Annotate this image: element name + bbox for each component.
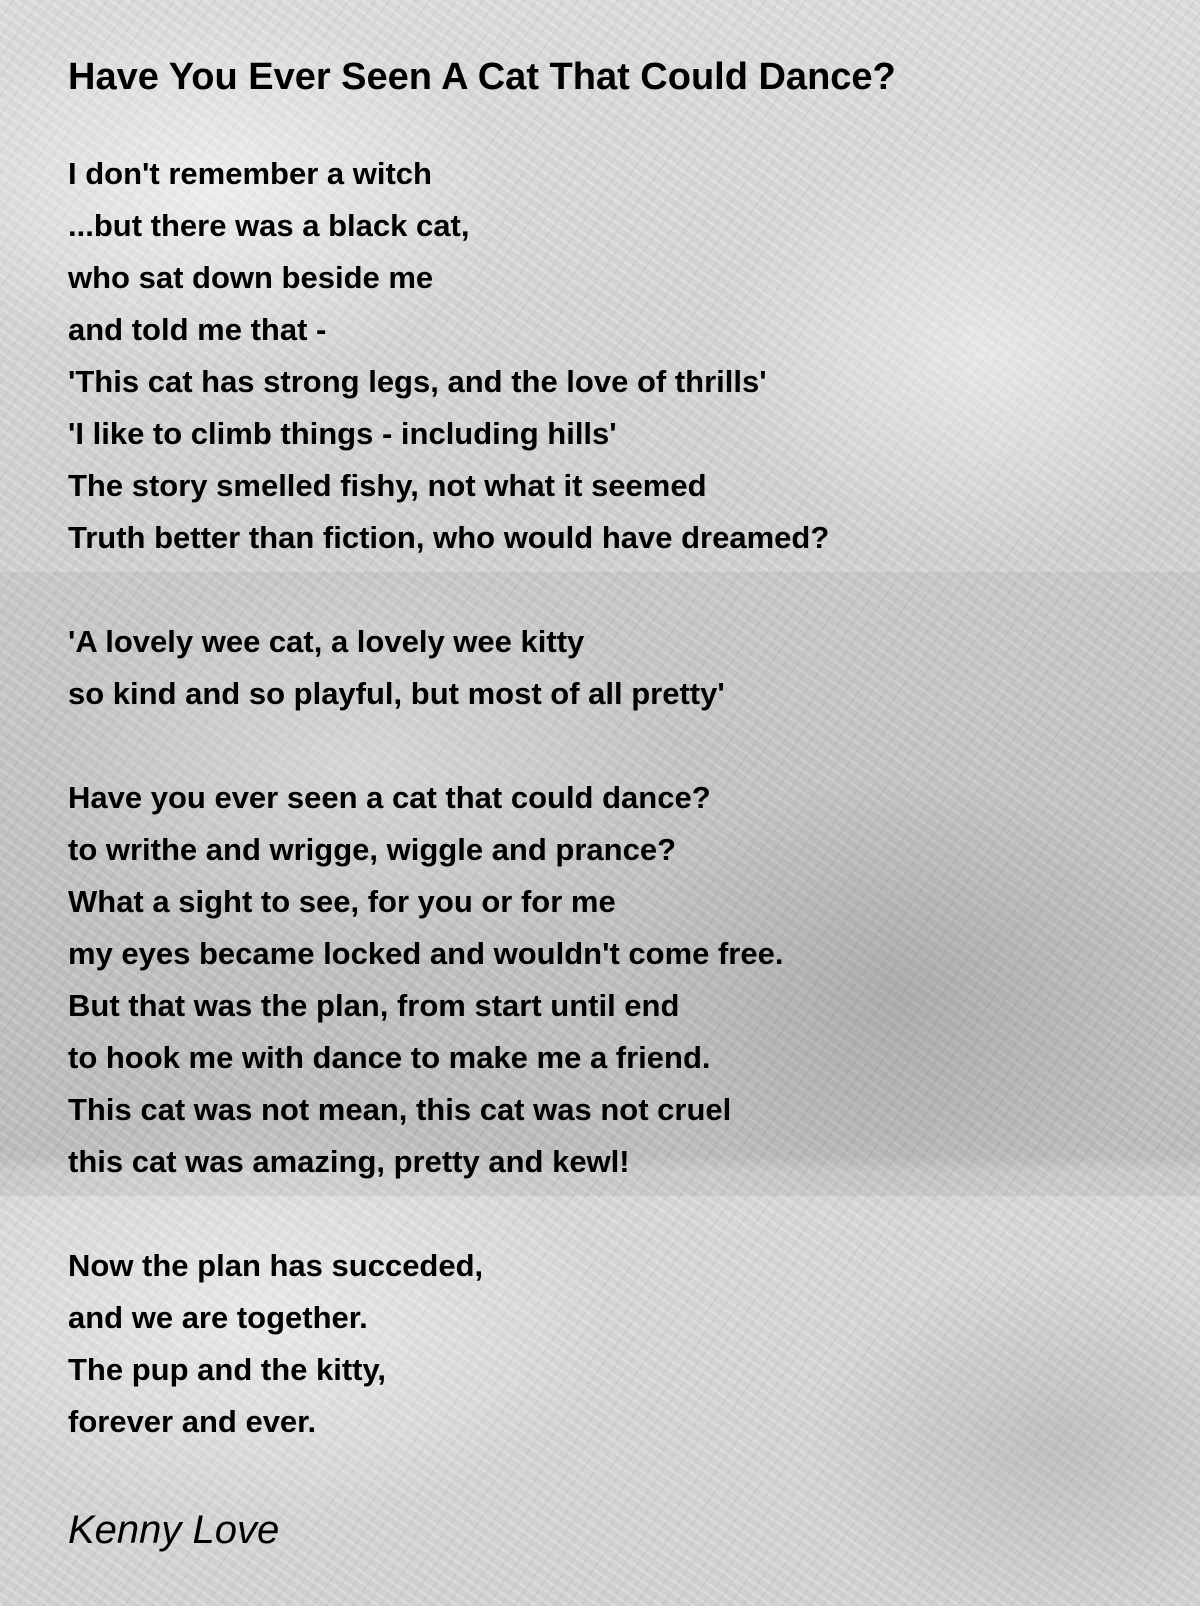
poem-line: 'A lovely wee cat, a lovely wee kitty xyxy=(68,624,585,659)
poem-line: and told me that - xyxy=(68,312,327,347)
poem-line: I don't remember a witch xyxy=(68,156,432,191)
poem-line: Now the plan has succeded, xyxy=(68,1248,484,1283)
poem-line: and we are together. xyxy=(68,1300,368,1335)
poem-line: who sat down beside me xyxy=(68,260,434,295)
stanza-2 xyxy=(68,616,1148,720)
poem-line: to writhe and wrigge, wiggle and prance? xyxy=(68,832,677,867)
stanza-1 xyxy=(68,148,1148,564)
poem-line: But that was the plan, from start until end xyxy=(68,988,680,1023)
poem-line: forever and ever. xyxy=(68,1404,317,1439)
poem-body xyxy=(68,148,1148,1448)
stanza-4 xyxy=(68,1240,1148,1448)
poem-line: This cat was not mean, this cat was not cruel xyxy=(68,1092,732,1127)
poem-author: Kenny Love xyxy=(68,1508,280,1552)
poem-line: to hook me with dance to make me a friend. xyxy=(68,1040,711,1075)
poem-line: 'I like to climb things - including hills' xyxy=(68,416,617,451)
stanza-3 xyxy=(68,772,1148,1188)
poem-line: this cat was amazing, pretty and kewl! xyxy=(68,1144,630,1179)
poem-line: Truth better than fiction, who would have dreamed? xyxy=(68,520,830,555)
poem-line: so kind and so playful, but most of all pretty' xyxy=(68,676,725,711)
poem-line: The pup and the kitty, xyxy=(68,1352,387,1387)
poem-line: my eyes became locked and wouldn't come free. xyxy=(68,936,784,971)
poem-line: ...but there was a black cat, xyxy=(68,208,470,243)
poem-line: Have you ever seen a cat that could dance? xyxy=(68,780,711,815)
poem-line: What a sight to see, for you or for me xyxy=(68,884,616,919)
poem-card xyxy=(68,52,1148,1448)
poem-line: The story smelled fishy, not what it seemed xyxy=(68,468,707,503)
poem-title: Have You Ever Seen A Cat That Could Dance? xyxy=(68,56,896,98)
poem-line: 'This cat has strong legs, and the love of thrills' xyxy=(68,364,767,399)
